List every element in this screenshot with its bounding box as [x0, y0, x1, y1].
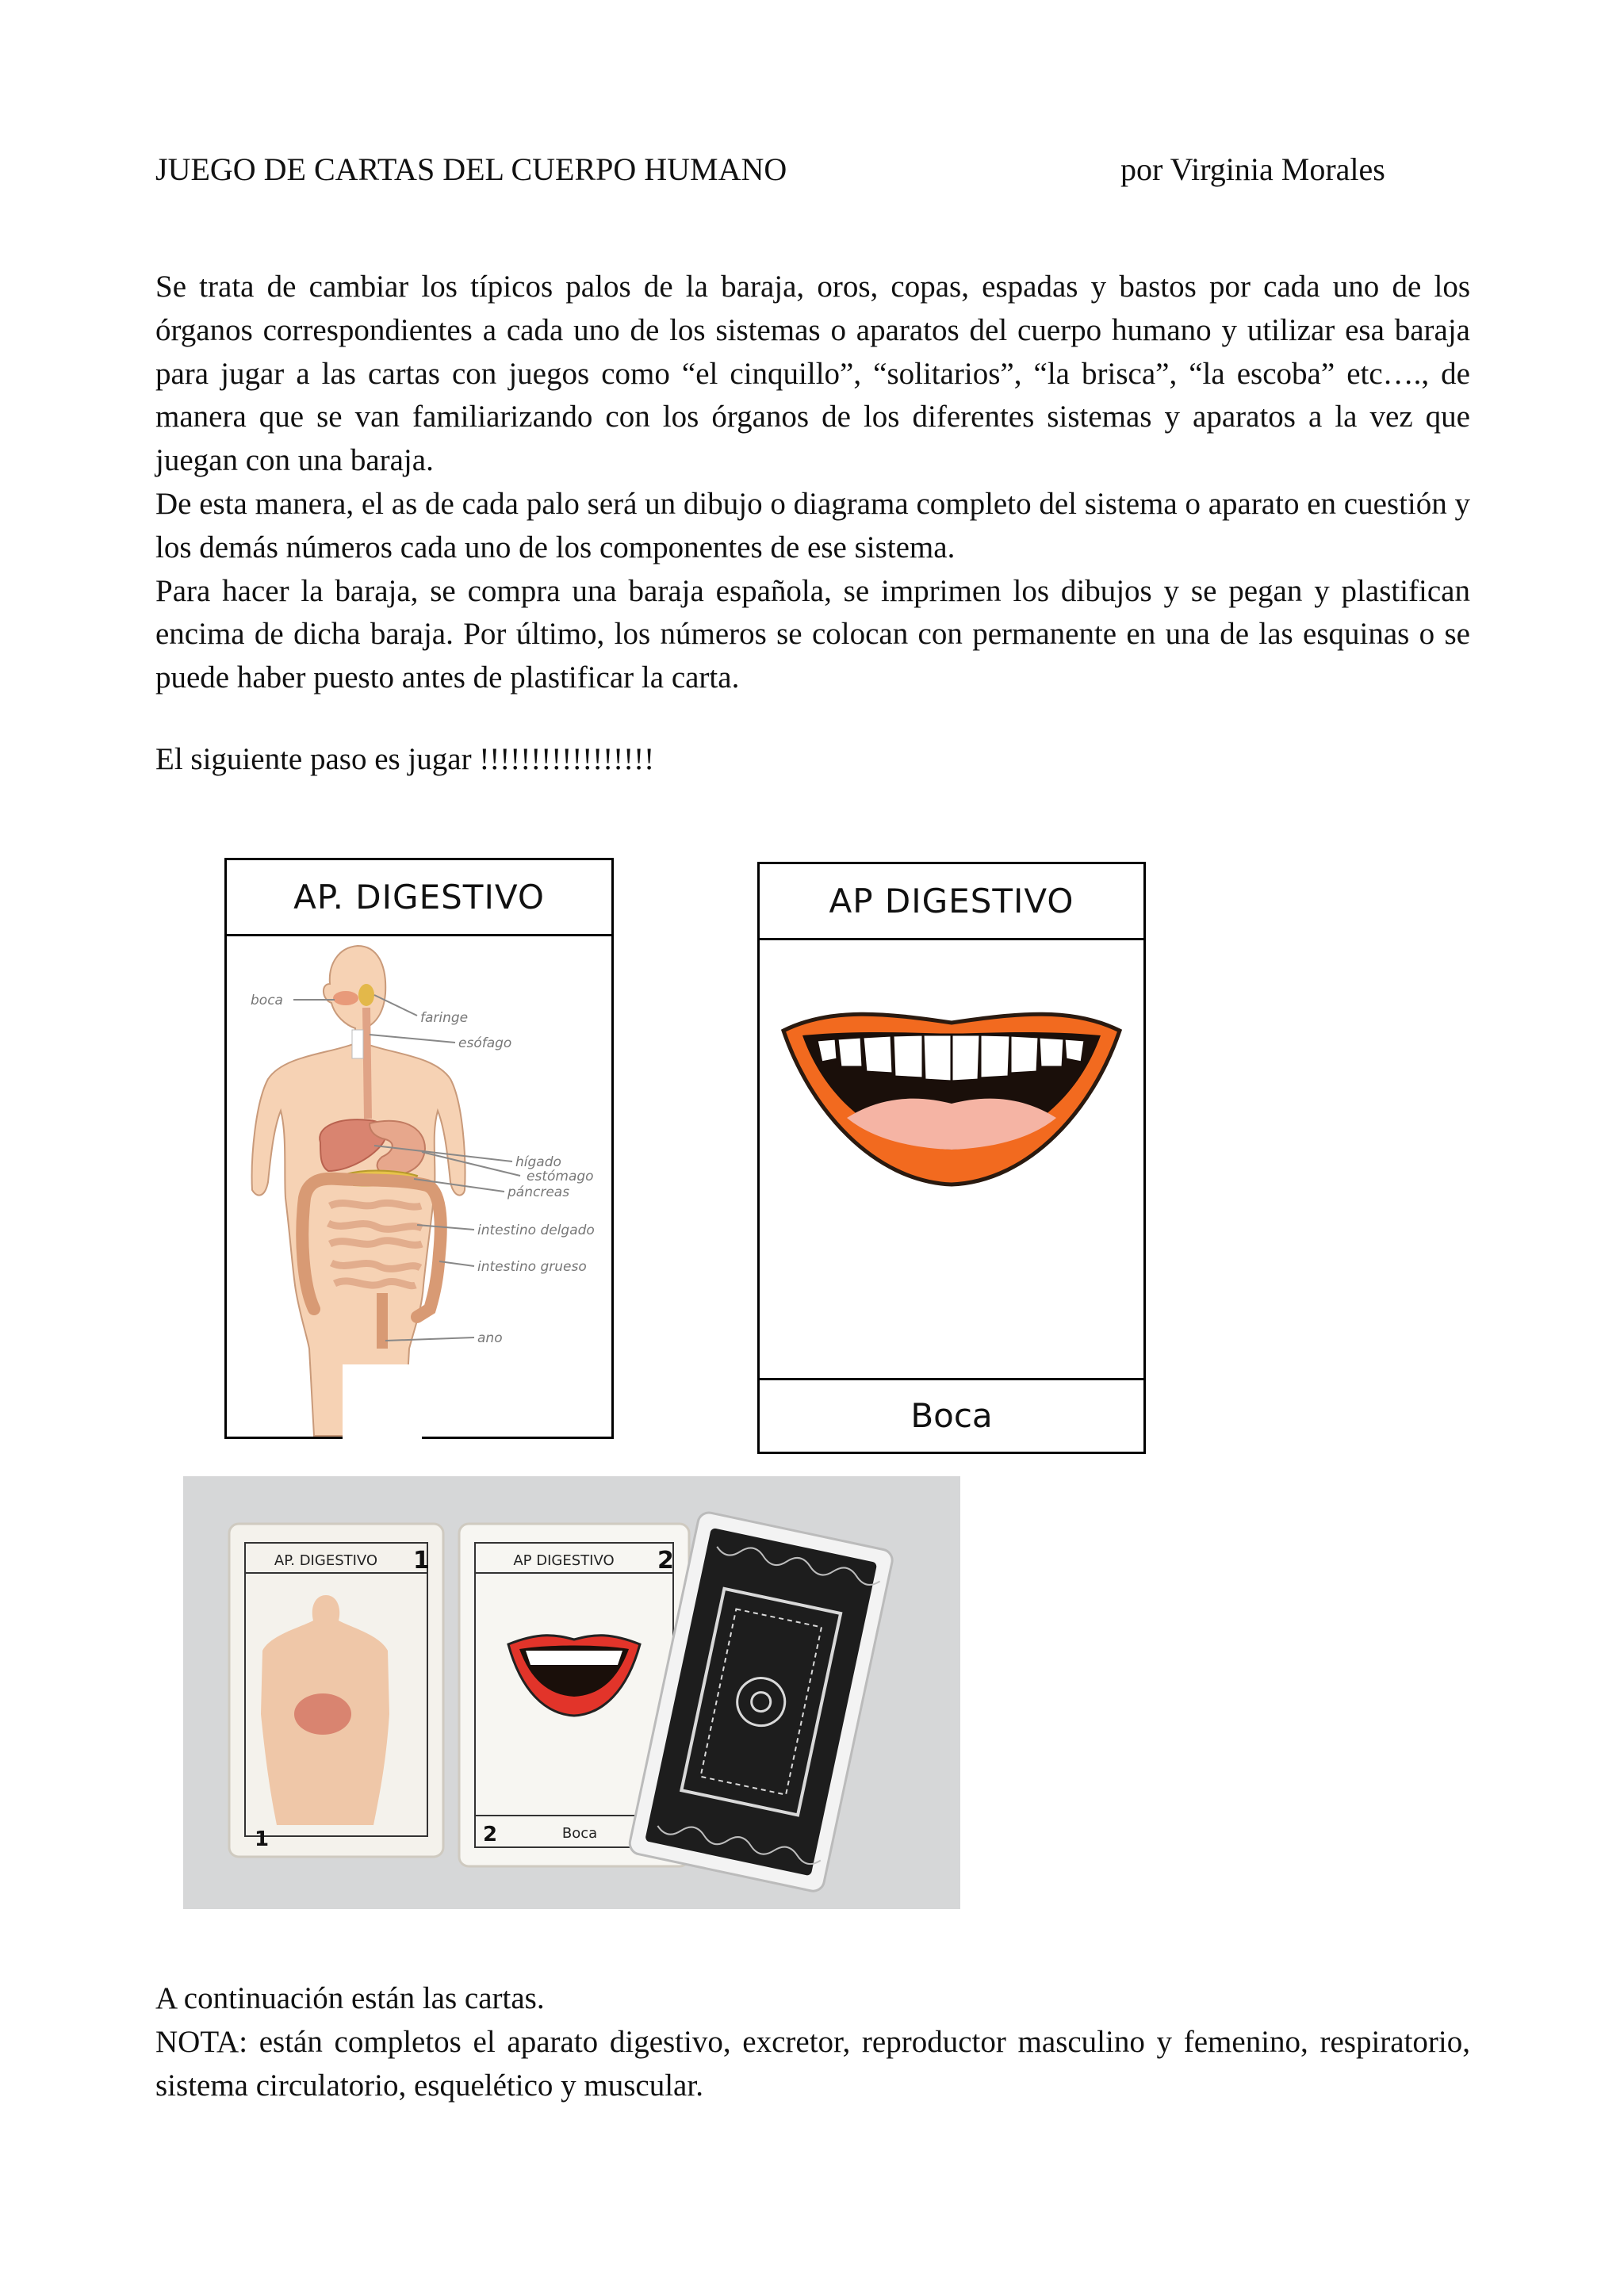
intro-paragraph-2: De esta manera, el as de cada palo será un dibujo o diagrama completo del sistema o aparato en cuestión y los demás números cada uno de los componentes de ese sistema. [155, 486, 1470, 564]
photo-card-b-title: AP DIGESTIVO [513, 1552, 615, 1569]
photo-card-a-number: 1 [413, 1547, 430, 1575]
trachea-organ [352, 1030, 363, 1058]
closing-paragraph-2: NOTA: están completos el aparato digestivo, excretor, reproductor masculino y femenino, respiratorio, sistema circulatorio, esquelético y muscular. [155, 2024, 1470, 2103]
label-higado: hígado [515, 1154, 561, 1170]
label-faringe: faringe [420, 1010, 469, 1026]
label-boca: boca [251, 993, 283, 1008]
photo-card-b-footer: Boca [561, 1825, 598, 1842]
document-title: JUEGO DE CARTAS DEL CUERPO HUMANO [155, 151, 787, 187]
label-ano: ano [477, 1330, 503, 1346]
document-author: por Virginia Morales [1120, 151, 1385, 187]
pharynx-organ [358, 984, 374, 1006]
mouth-illustration [760, 999, 1143, 1237]
next-step-text: El siguiente paso es jugar !!!!!!!!!!!!!!!!! [155, 742, 655, 776]
pelvis-gap [343, 1364, 422, 1439]
card-mouth [757, 862, 1146, 1454]
digestive-system-diagram [227, 936, 611, 1439]
closing-paragraph-1: A continuación están las cartas. [155, 1981, 545, 2015]
intro-paragraph-3: Para hacer la baraja, se compra una baraja española, se imprimen los dibujos y se pegan y plastifican encima de dicha baraja. Por último, los números se colocan con permanente en una de las esquinas o se puede haber puesto antes de plastificar la carta. [155, 573, 1470, 695]
intro-text [155, 266, 1470, 700]
esophagus-organ [366, 1008, 368, 1119]
mouth-organ [333, 991, 358, 1005]
photo-card-b-number: 2 [657, 1547, 674, 1575]
label-estomago: estómago [527, 1169, 594, 1184]
label-intestino-grueso: intestino grueso [477, 1259, 587, 1275]
intro-paragraph-1: Se trata de cambiar los típicos palos de la baraja, oros, copas, espadas y bastos por cada uno de los órganos correspondientes a cada uno de los sistemas o aparatos del cuerpo humano y utilizar esa baraja para jugar a las cartas con juegos como “el cinquillo”, “solitarios”, “la brisca”, “la escoba” etc…., de manera que se van familiarizando con los órganos de los diferentes sistemas y aparatos a la vez que juegan con una baraja. [155, 270, 1470, 478]
label-intestino-delgado: intestino delgado [477, 1223, 595, 1238]
card-title: AP DIGESTIVO [760, 864, 1143, 940]
card-digestive-system [224, 858, 614, 1439]
photo-card-b-corner-number: 2 [483, 1823, 498, 1846]
card-title: AP. DIGESTIVO [227, 860, 611, 936]
photo-playing-cards [183, 1476, 960, 1909]
photo-card-a-title: AP. DIGESTIVO [274, 1552, 378, 1569]
photo-card-a [229, 1524, 443, 1857]
label-esofago: esófago [458, 1035, 512, 1051]
card-footer-label: Boca [760, 1378, 1143, 1452]
label-pancreas: páncreas [508, 1184, 570, 1200]
closing-text [155, 1977, 1470, 2107]
photo-card-a-corner-number: 1 [255, 1827, 270, 1851]
